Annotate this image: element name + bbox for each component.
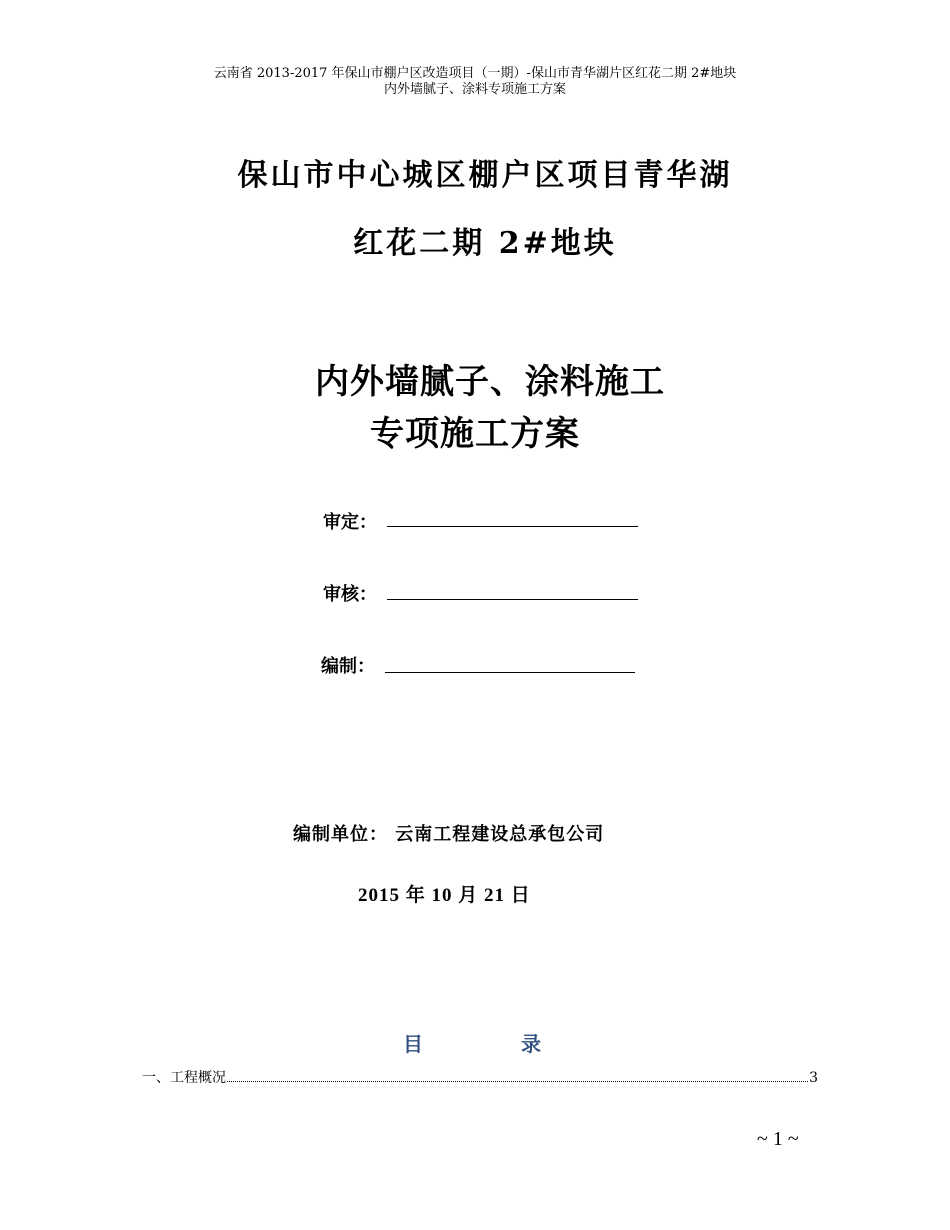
organization: 编制单位： 云南工程建设总承包公司: [293, 824, 605, 845]
signoff-prepare-label: 编制：: [321, 656, 375, 677]
toc-title-left: 目: [403, 1032, 423, 1056]
running-header-line-1: 云南省 2013-2017 年保山市棚户区改造项目（一期）-保山市青华湖片区红花二期 2#地块: [213, 66, 737, 81]
signoff-review-label: 审核：: [323, 584, 377, 605]
project-title-line-2: 红花二期 2#地块: [353, 226, 617, 261]
toc-leader-dots: [227, 1081, 808, 1082]
signoff-review-line: [387, 599, 638, 600]
toc-entry[interactable]: [142, 1069, 818, 1087]
project-title-line-1: 保山市中心城区棚户区项目青华湖: [237, 158, 733, 193]
toc-title-right: 录: [521, 1032, 541, 1056]
signoff-review-row: [323, 580, 377, 606]
document-title-line-1: 内外墙腻子、涂料施工: [315, 362, 665, 402]
page-number: ~ 1 ~: [757, 1128, 799, 1150]
document-date: 2015 年 10 月 21 日: [358, 885, 531, 906]
signoff-approve-row: [323, 508, 377, 534]
toc-entry-label: 一、工程概况: [142, 1070, 226, 1086]
running-header-line-2: 内外墙腻子、涂料专项施工方案: [383, 82, 566, 97]
document-title-line-2: 专项施工方案: [370, 414, 580, 454]
signoff-prepare-row: [321, 652, 375, 678]
signoff-approve-label: 审定：: [323, 512, 377, 533]
toc-entry-page: 3: [809, 1070, 818, 1086]
signoff-prepare-line: [385, 672, 635, 673]
signoff-approve-line: [387, 526, 638, 527]
